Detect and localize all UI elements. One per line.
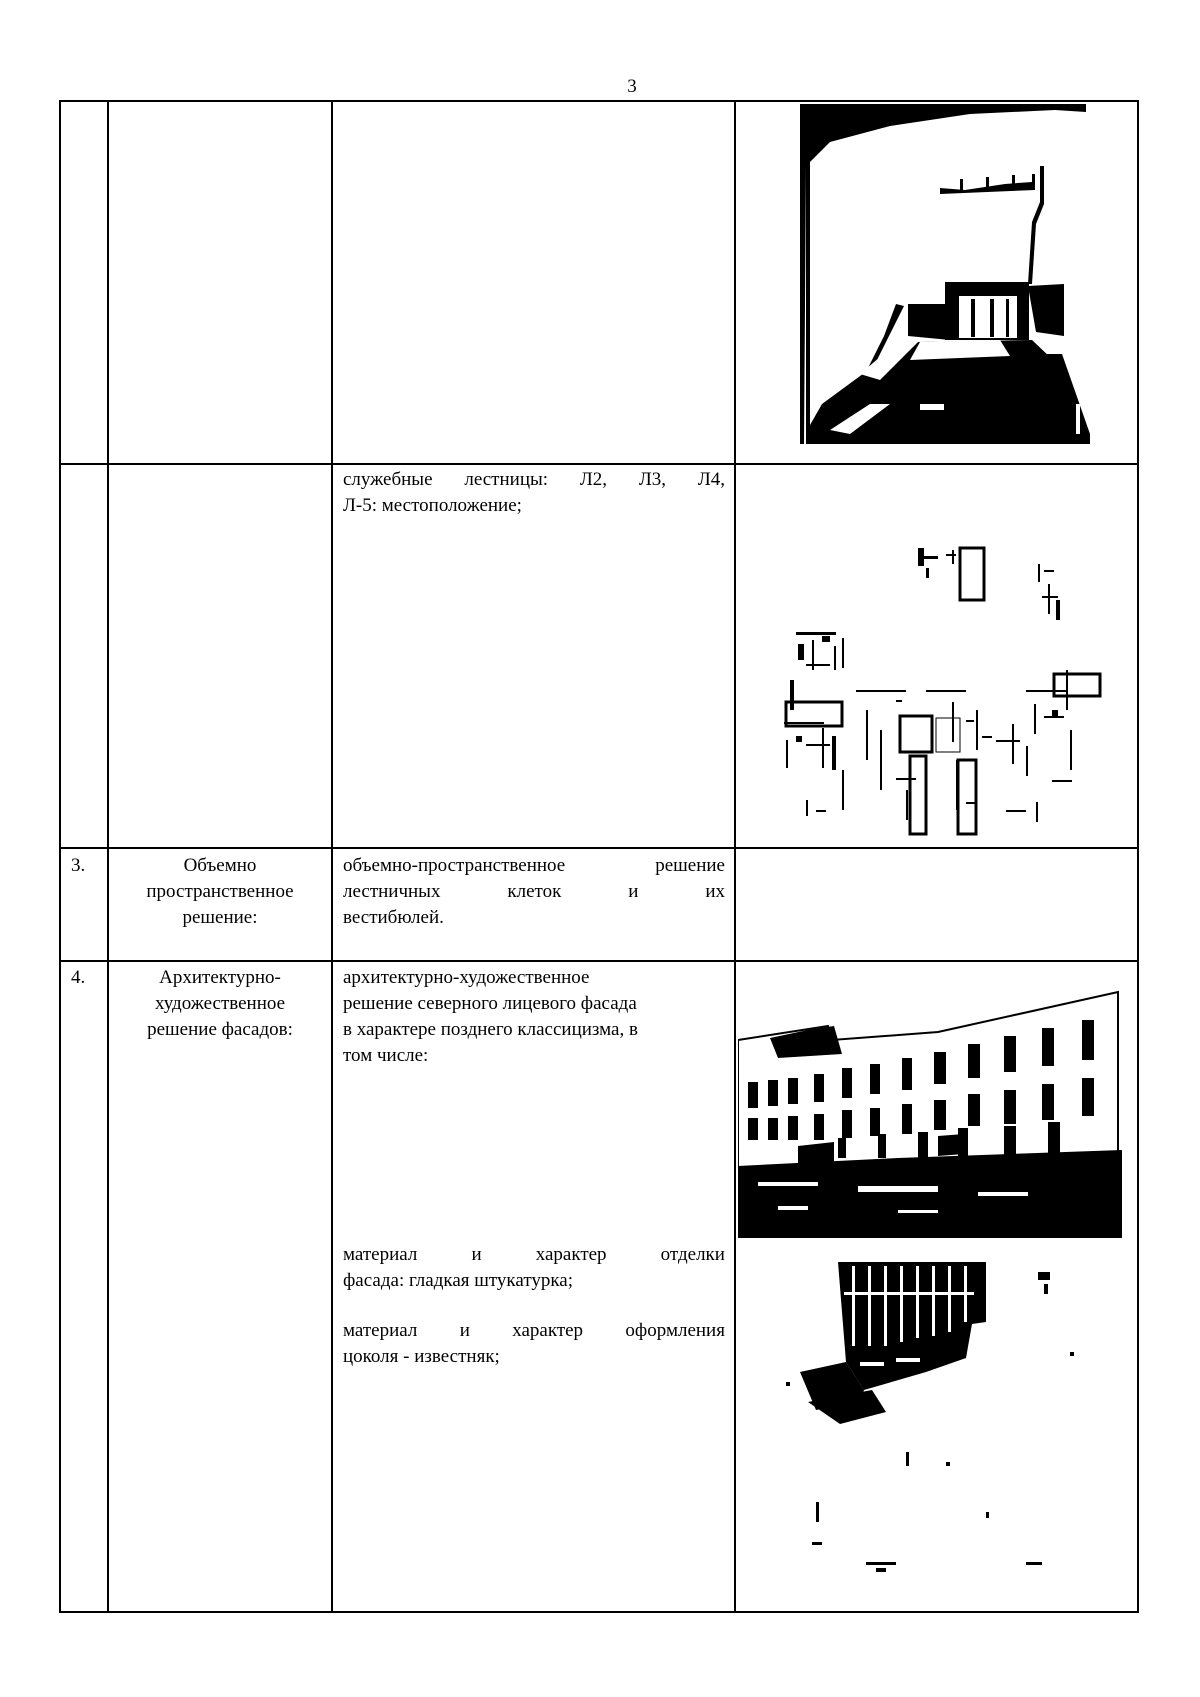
word: характер: [512, 1320, 584, 1341]
volume-description-line: [343, 879, 725, 905]
word: характер: [535, 1244, 607, 1265]
vestibule-photo: [800, 104, 1090, 444]
word: оформления: [625, 1320, 725, 1341]
facade-description: [343, 965, 725, 1069]
word: и: [628, 881, 639, 902]
section-name-line: решение:: [182, 907, 258, 928]
word: клеток: [507, 881, 562, 902]
facade-finish-line: фасада: гладкая штукатурка;: [343, 1270, 574, 1291]
plinth-photo: [776, 1262, 1112, 1592]
staircases-description-end: [343, 493, 725, 519]
word: отделки: [660, 1244, 725, 1265]
row-number: 3.: [71, 855, 86, 876]
volume-description-line: объемно-пространственное решение: [343, 855, 725, 876]
row-divider: [59, 847, 1139, 849]
section-name-line: решение фасадов:: [147, 1019, 293, 1040]
section-name: [111, 965, 329, 1043]
staircases-line: Л-5: местоположение;: [343, 495, 522, 516]
column-divider: [107, 100, 109, 1613]
table-border-bottom: [59, 1611, 1139, 1613]
word: и: [459, 1320, 470, 1341]
row-divider: [59, 960, 1139, 962]
row-divider: [59, 463, 1139, 465]
section-name-line: Архитектурно-: [159, 967, 281, 988]
plinth-finish-line: цоколя - известняк;: [343, 1346, 500, 1367]
row-number: 4.: [71, 967, 86, 988]
volume-description-line: вестибюлей.: [343, 907, 444, 928]
table-border-right: [1137, 100, 1139, 1613]
word: материал: [343, 1244, 418, 1265]
table-border-left: [59, 100, 61, 1613]
facade-description-line: архитектурно-художественное: [343, 967, 590, 988]
facade-description-line: том числе:: [343, 1045, 429, 1066]
staircases-floor-plan: [776, 540, 1126, 840]
word: лестничных: [343, 881, 441, 902]
section-name-line: художественное: [154, 993, 286, 1014]
plinth-finish-line: [343, 1318, 725, 1344]
staircases-description: [343, 467, 725, 493]
word: и: [471, 1244, 482, 1265]
facade-description-line: решение северного лицевого фасада: [343, 993, 637, 1014]
section-name: [111, 853, 329, 931]
plinth-finish: [343, 1318, 725, 1370]
table-border-top: [59, 100, 1139, 102]
section-name-line: Объемно: [183, 855, 257, 876]
column-divider: [331, 100, 333, 1613]
facade-finish-line: [343, 1242, 725, 1268]
page-number: 3: [627, 76, 637, 97]
section-name-line: пространственное: [146, 881, 294, 902]
facade-description-line: в характере позднего классицизма, в: [343, 1019, 638, 1040]
volume-description: [343, 853, 725, 931]
staircases-line: служебные лестницы: Л2, Л3, Л4,: [343, 469, 725, 490]
north-facade-photo: [738, 986, 1122, 1238]
word: материал: [343, 1320, 418, 1341]
word: их: [705, 881, 725, 902]
column-divider: [734, 100, 736, 1613]
facade-finish: [343, 1242, 725, 1294]
